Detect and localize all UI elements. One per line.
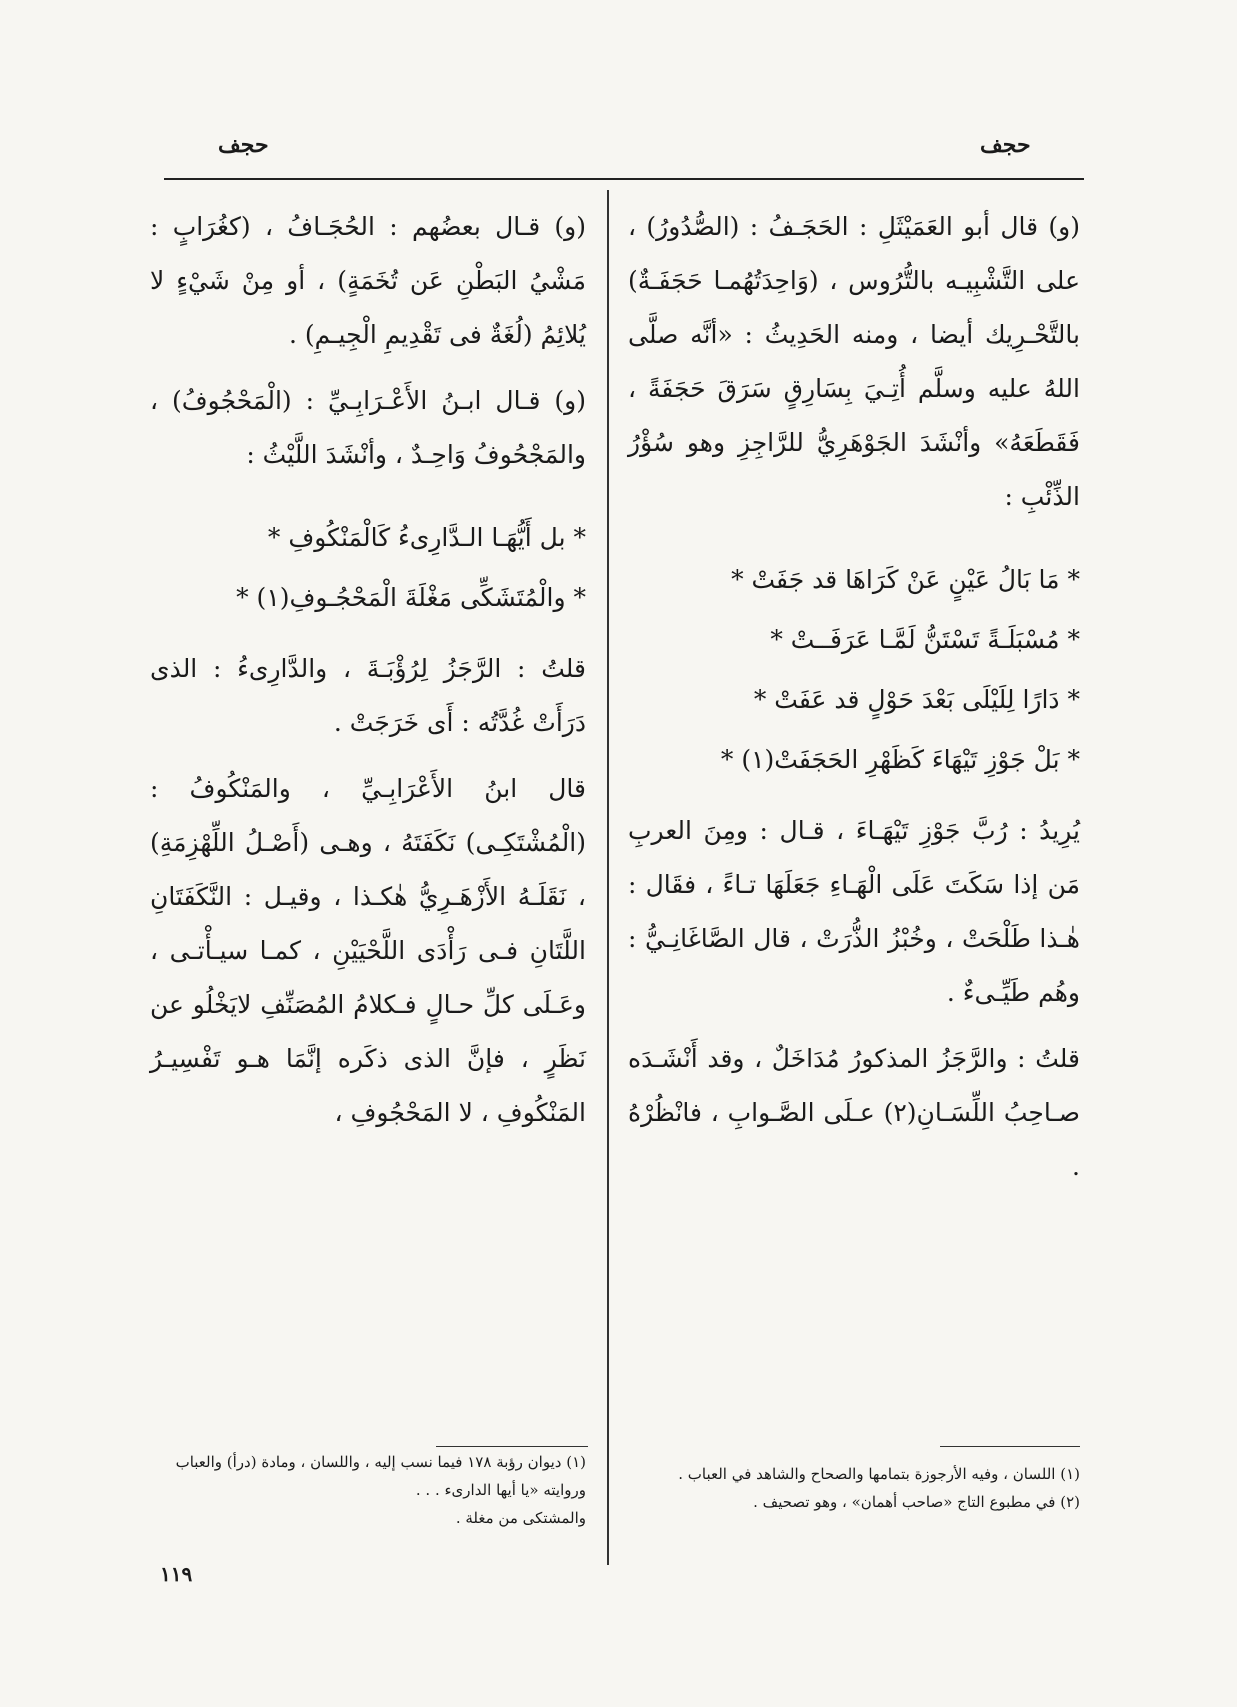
page-number: ١١٩ — [160, 1562, 193, 1586]
footnote-right-2: (٢) في مطبوع التاج «صاحب أهمان» ، وهو تصحيف . — [753, 1493, 1080, 1511]
footnote-left-2: والمشتكى من مغلة . — [455, 1509, 586, 1527]
left-paragraph-4: قال ابنُ الأَعْرَابِـيِّ ، والمَنْكُوفُ : (الْمُشْتَكِـى) نَكَفَتَهُ ، وهـى (أَصْـلُ اللِّهْزِمَةِ) ، نَقَلَـهُ الأَزْهَـرِيُّ هٰكـذا ، وقيـل : النَّكَفَتَانِ اللَّتَانِ فـى رَأْدَى اللَّحْيَيْنِ ، كمـا سيـأْتـى ، وعَـلَى كلِّ حـالٍ فـكلامُ المُصَنِّفِ لايَخْلُو عن نَظَرٍ ، فإنَّ الذى ذكَره إنَّمَا هـو تَفْسِيـرُ المَنْكُوفِ ، لا المَحْجُوفِ ، — [150, 774, 586, 1127]
left-verse-1: * بل أَيُّهَـا الـدَّارِىءُ كَالْمَنْكُوفِ * — [267, 523, 586, 552]
footnote-rule-left — [436, 1446, 588, 1447]
column-divider — [607, 190, 609, 1565]
left-column — [150, 200, 586, 1152]
right-paragraph-2: يُرِيدُ : رُبَّ جَوْزِ تَيْهَـاءَ ، قـال : ومِنَ العربِ مَن إذا سَكَتَ عَلَى الْهَـاءِ جَعَلَهَا تـاءً ، فقَال : هٰـذا طَلْحَتْ ، وخُبْزُ الذُّرَتْ ، قال الصَّاغَانِـيُّ : وهُم طَيِّـىءٌ . — [628, 816, 1080, 1007]
footnotes-right — [640, 1460, 1080, 1516]
left-paragraph-2: (و) قـال ابـنُ الأَعْـرَابِـيِّ : (الْمَحْجُوفُ) ، والمَجْحُوفُ وَاحِـدٌ ، وأنْشَدَ اللَّيْثُ : — [150, 386, 586, 469]
right-verse-3: * دَارًا لِلَيْلَى بَعْدَ حَوْلٍ قد عَفَتْ * — [753, 685, 1080, 714]
right-verse-4: * بَلْ جَوْزِ تَيْهَاءَ كَظَهْرِ الحَجَفَتْ(١) * — [720, 745, 1080, 774]
left-paragraph-3: قلتُ : الرَّجَزُ لِرُؤْبَـةَ ، والدَّارِىءُ : الذى دَرَأَتْ غُدَّتُه : أَى خَرَجَتْ . — [150, 654, 586, 737]
header-rule — [164, 178, 1084, 180]
footnotes-left — [150, 1448, 586, 1532]
right-paragraph-3: قلتُ : والرَّجَزُ المذكورُ مُدَاخَلٌ ، وقد أَنْشَـدَه صـاحِبُ اللِّسَـانِ(٢) عـلَى الصَّـوابِ ، فانْظُرْهُ . — [628, 1044, 1080, 1181]
right-verse-2: * مُسْبَلَـةً تَسْتَنُّ لَمَّـا عَرَفَــتْ * — [770, 625, 1080, 654]
left-paragraph-1: (و) قـال بعضُهم : الحُجَـافُ ، (كغُرَابٍ : مَشْيُ البَطْنِ عَن تُخَمَةٍ) ، أو مِنْ شَيْءٍ لا يُلائِمُ (لُغَةٌ فى تَقْدِيمِ الْجِيـمِ) . — [150, 212, 586, 349]
running-header-left: حجف — [218, 132, 269, 158]
right-column — [628, 200, 1080, 1206]
footnote-right-1: (١) اللسان ، وفيه الأرجوزة بتمامها والصحاح والشاهد في العباب . — [678, 1465, 1080, 1483]
footnote-left-1: (١) ديوان رؤبة ١٧٨ فيما نسب إليه ، واللسان ، ومادة (درأ) والعباب وروايته «يا أيها الدارىء . . . — [175, 1453, 586, 1499]
left-verse-2: * والْمُتَشَكِّى مَغْلَةَ الْمَحْجُـوفِ(١) * — [236, 583, 586, 612]
right-paragraph-1: (و) قال أبو العَمَيْثَلِ : الحَجَـفُ : (الصُّدُورُ) ، على التَّشْبِيـه بالتُّرُوس ، (وَاحِدَتُهُمـا حَجَفَـةٌ) بالتَّحْـرِيك أيضا ، ومنه الحَدِيثُ : «أنَّه صلَّى اللهُ عليه وسلَّم أُتِـيَ بِسَارِقٍ سَرَقَ حَجَفَةً ، فَقَطَعَهُ» وأنْشَدَ الجَوْهَرِيُّ للرَّاجِزِ وهو سُؤْرُ الذِّئْبِ : — [628, 212, 1080, 511]
running-header-right: حجف — [980, 132, 1031, 158]
footnote-rule-right — [940, 1446, 1080, 1447]
right-verse-1: * مَا بَالُ عَيْنٍ عَنْ كَرَاهَا قد جَفَتْ * — [731, 565, 1080, 594]
